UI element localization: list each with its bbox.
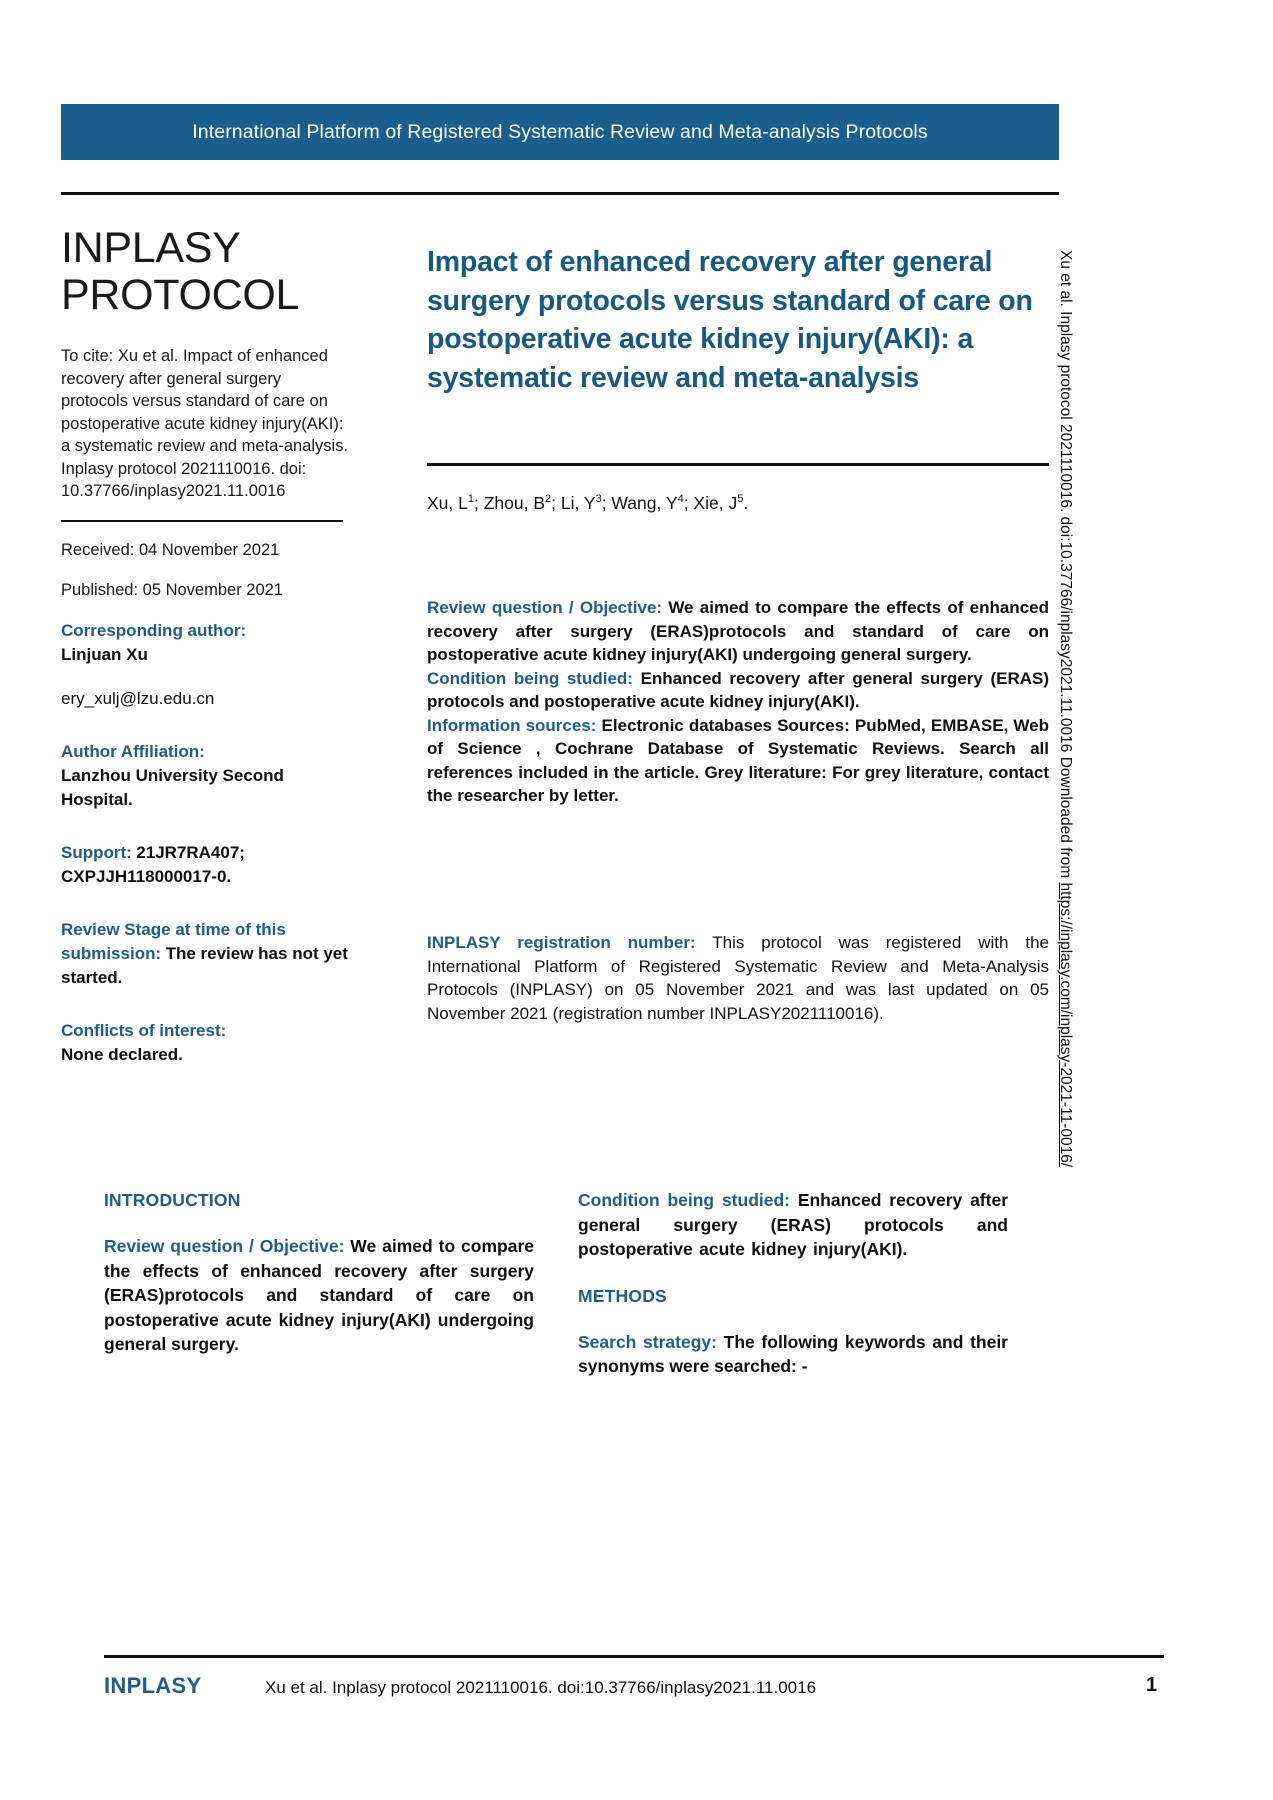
corresponding-author-email[interactable]: ery_xulj@lzu.edu.cn: [61, 689, 215, 708]
abstract-sources: [427, 714, 1049, 808]
author-list: Xu, $L^1$; Zhou, $B^2$; Li, $Y^3$; Wang, $Y^4$; Xie, $J^5$.: [427, 492, 749, 513]
body-column-left: [104, 1188, 534, 1379]
spacer: [61, 667, 351, 687]
abstract-sources-text: Electronic databases Sources: PubMed, EMBASE, Web of Science , Cochrane Database of Systematic Reviews. Search all references included in the article. Grey literature: For grey literature, contact the researcher by letter.: [427, 715, 1049, 805]
sidebar-download-url[interactable]: https://inplasy.com/inplasy-2021-11-0016/: [1057, 882, 1074, 1168]
spacer: [61, 812, 351, 832]
author-affiliation-marker: 2: [545, 493, 552, 505]
body-review-question: [104, 1234, 534, 1357]
metadata-sidebar: [61, 225, 351, 1067]
inplasy-logo-line2: PROTOCOL: [61, 271, 300, 319]
support-value: 21JR7RA407; CXPJJH118000017-0.: [61, 843, 245, 886]
conflicts-value: None declared.: [61, 1045, 183, 1064]
abstract-condition-text: Enhanced recovery after general surgery (ERAS) protocols and postoperative acute kidney injury(AKI).: [427, 668, 1049, 711]
sidebar-download-note-text: Xu et al. Inplasy protocol 2021110016. doi:10.37766/inplasy2021.11.0016 Downloaded from: [1057, 250, 1074, 883]
received-date: Received: 04 November 2021: [61, 541, 280, 559]
body-condition-text: Enhanced recovery after general surgery (ERAS) protocols and postoperative acute kidney injury(AKI).: [578, 1190, 1008, 1259]
corresponding-author-block: [61, 619, 351, 667]
date-block: [61, 539, 351, 601]
page-number: 1: [1146, 1674, 1158, 1696]
body-condition-label: Condition being studied:: [578, 1190, 790, 1210]
author-affiliation-marker: 1: [467, 493, 474, 505]
corresponding-author-label: Corresponding author:: [61, 621, 247, 640]
author-affiliation-label: Author Affiliation:: [61, 742, 205, 761]
footer-logo: INPLASY: [104, 1673, 202, 1698]
registration-paragraph: [427, 931, 1049, 1025]
abstract-condition: [427, 667, 1049, 714]
abstract-condition-label: Condition being studied:: [427, 668, 633, 688]
section-heading-introduction: INTRODUCTION: [104, 1190, 241, 1210]
abstract-summary: [427, 596, 1049, 808]
body-search-strategy: [578, 1330, 1008, 1379]
abstract-review-question-label: Review question / Objective:: [427, 598, 663, 617]
citation-block: To cite: Xu et al. Impact of enhanced recovery after general surgery protocols versus standard of care on postoperative acute kidney injury(AKI): a systematic review and meta-analysis. Inplasy protocol 2021110016. doi: 10.37766/inplasy2021.11.0016: [61, 347, 349, 500]
title-divider: [427, 463, 1049, 466]
abstract-review-question: [427, 596, 1049, 667]
section-heading-methods: METHODS: [578, 1285, 667, 1306]
abstract-review-question-text: We aimed to compare the effects of enhanced recovery after surgery (ERAS)protocols and standard of care on postoperative acute kidney injury(AKI) undergoing general surgery.: [427, 598, 1049, 664]
registration-label: INPLASY registration number:: [427, 933, 696, 952]
registration-text: This protocol was registered with the International Platform of Registered Systematic Review and Meta-Analysis Protocols (INPLASY) on 05 November 2021 and was last updated on 05 November 2021 (registration number INPLASY2021110016).: [427, 933, 1049, 1023]
footer-divider: [104, 1655, 1164, 1658]
author-affiliation-marker: 3: [595, 493, 602, 505]
conflicts-block: [61, 1019, 351, 1067]
body-search-strategy-text: The following keywords and their synonyms were searched: -: [578, 1331, 1008, 1376]
review-stage-label: Review Stage at time of this submission:: [61, 920, 286, 963]
body-search-strategy-label: Search strategy:: [578, 1331, 717, 1352]
corresponding-author-name: Linjuan Xu: [61, 645, 148, 664]
journal-banner-text: International Platform of Registered Systematic Review and Meta-analysis Protocols: [192, 120, 928, 143]
review-stage-value: The review has not yet started.: [61, 944, 348, 987]
spacer: [61, 889, 351, 909]
abstract-sources-label: Information sources:: [427, 715, 597, 735]
journal-banner: [61, 104, 1059, 160]
published-date: Published: 05 November 2021: [61, 581, 283, 599]
review-stage-block: [61, 918, 351, 990]
footer-citation: Xu et al. Inplasy protocol 2021110016. doi:10.37766/inplasy2021.11.0016: [265, 1678, 817, 1697]
author-affiliation-marker: 4: [677, 493, 684, 505]
spacer: [61, 711, 351, 731]
conflicts-label: Conflicts of interest:: [61, 1021, 227, 1040]
body-condition: [578, 1188, 1008, 1262]
body-column-right: [578, 1188, 1008, 1401]
header-divider: [61, 192, 1059, 195]
inplasy-logo: [61, 225, 351, 319]
body-review-question-label: Review question / Objective:: [104, 1236, 345, 1256]
article-title: Impact of enhanced recovery after general surgery protocols versus standard of care on postoperative acute kidney injury(AKI): a systematic review and meta-analysis: [427, 246, 1033, 394]
support-block: [61, 841, 351, 889]
author-affiliation-marker: 5: [737, 493, 744, 505]
sidebar-download-note: [1056, 250, 1074, 1430]
body-review-question-text: We aimed to compare the effects of enhanced recovery after surgery (ERAS)protocols and standard of care on postoperative acute kidney injury(AKI) undergoing general surgery.: [104, 1236, 534, 1354]
inplasy-logo-line1: INPLASY: [61, 224, 241, 272]
author-affiliation-value: Lanzhou University Second Hospital.: [61, 766, 284, 809]
author-affiliation-block: [61, 740, 351, 812]
spacer: [61, 990, 351, 1010]
support-label: Support:: [61, 843, 132, 862]
sidebar-divider: [61, 520, 343, 523]
